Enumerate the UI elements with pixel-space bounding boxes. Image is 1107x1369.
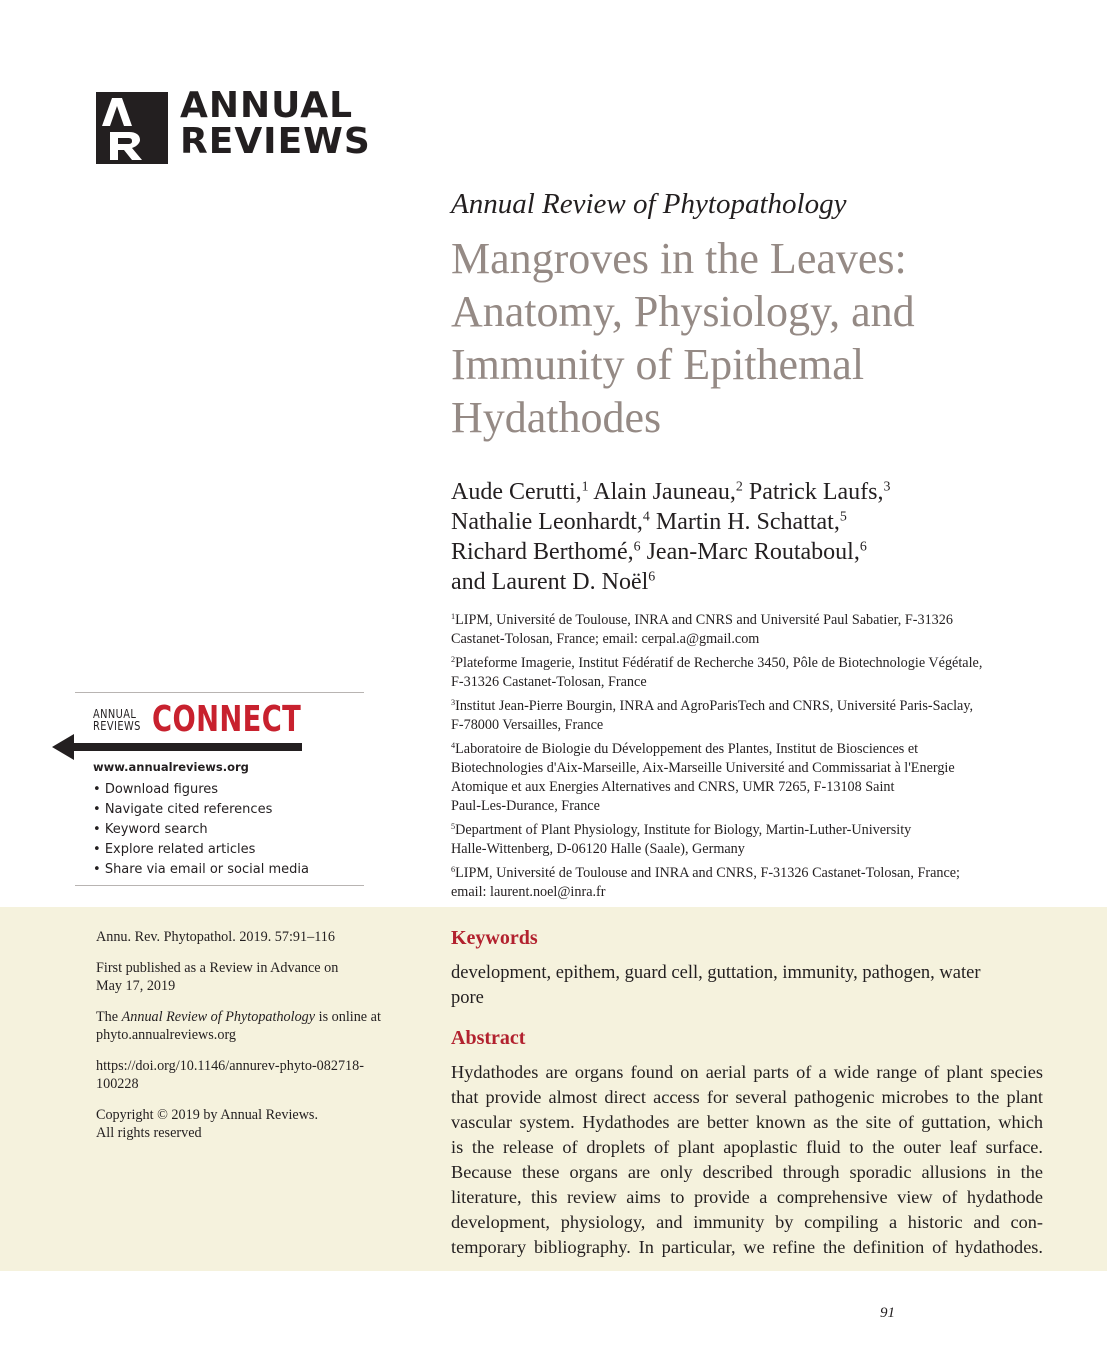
abstract-line: Because these organs are only described through sporadic allusions in the bbox=[451, 1162, 1043, 1182]
affiliation-number: 2 bbox=[451, 654, 456, 664]
affiliation-text: Paul-Les-Durance, France bbox=[451, 798, 600, 814]
affiliation-text: F-78000 Versailles, France bbox=[451, 717, 604, 733]
keywords-text: development, epithem, guard cell, guttation, immunity, pathogen, water pore bbox=[451, 963, 981, 1008]
divider bbox=[75, 885, 364, 886]
abstract-line: is the release of droplets of plant apoplastic fluid to the outer leaf surface. bbox=[451, 1137, 1043, 1157]
affiliation-text: Castanet-Tolosan, France; email: cerpal.a@gmail.com bbox=[451, 631, 760, 647]
author-line bbox=[451, 567, 1071, 597]
author-name: and Laurent D. Noël bbox=[451, 569, 649, 595]
author-name: Alain Jauneau, bbox=[588, 479, 736, 505]
title-line: Hydathodes bbox=[451, 393, 662, 442]
affiliation-marker: 6 bbox=[648, 569, 656, 585]
author-line bbox=[451, 507, 1071, 537]
article-title bbox=[451, 232, 1011, 444]
affiliation-text: Halle-Wittenberg, D-06120 Halle (Saale), Germany bbox=[451, 841, 745, 857]
affiliation-6 bbox=[451, 864, 1051, 902]
article-meta bbox=[96, 928, 406, 1155]
list-item: • Navigate cited references bbox=[93, 800, 309, 820]
connect-feature-list bbox=[93, 780, 309, 880]
title-line: Immunity of Epithemal bbox=[451, 340, 865, 389]
affiliation-marker: 6 bbox=[633, 539, 641, 555]
affiliation-text: LIPM, Université de Toulouse, INRA and CNRS and Université Paul Sabatier, F-31326 bbox=[455, 612, 953, 628]
affiliation-text: email: laurent.noel@inra.fr bbox=[451, 884, 606, 900]
list-item: • Share via email or social media bbox=[93, 860, 309, 880]
affiliation-number: 3 bbox=[451, 697, 456, 707]
doi-link[interactable]: https://doi.org/10.1146/annurev-phyto-082718- 100228 bbox=[96, 1058, 364, 1092]
affiliation-marker: 2 bbox=[735, 479, 743, 495]
published-date: First published as a Review in Advance on May 17, 2019 bbox=[96, 960, 339, 994]
affiliation-number: 4 bbox=[451, 740, 456, 750]
divider bbox=[75, 692, 364, 693]
logo-word-reviews: REVIEWS bbox=[180, 121, 371, 162]
affiliation-text: Atomique et aux Energies Alternatives and CNRS, UMR 7265, F-13108 Saint bbox=[451, 779, 895, 795]
affiliation-text: Laboratoire de Biologie du Développement des Plantes, Institut de Biosciences et bbox=[455, 741, 919, 757]
abstract-line: development, physiology, and immunity by compiling a historic and con- bbox=[451, 1212, 1043, 1232]
keywords-heading: Keywords bbox=[451, 927, 538, 949]
affiliation-marker: 5 bbox=[839, 509, 847, 525]
affiliation-number: 6 bbox=[451, 864, 456, 874]
ar-monogram-icon bbox=[96, 92, 168, 164]
affiliation-3 bbox=[451, 697, 1051, 735]
journal-name: Annual Review of Phytopathology bbox=[451, 188, 847, 220]
title-line: Anatomy, Physiology, and bbox=[451, 287, 915, 336]
list-item: • Explore related articles bbox=[93, 840, 309, 860]
online-location: The Annual Review of Phytopathology is online at phyto.annualreviews.org bbox=[96, 1008, 406, 1044]
affiliation-text: LIPM, Université de Toulouse and INRA and CNRS, F-31326 Castanet-Tolosan, France; bbox=[455, 865, 961, 881]
author-line bbox=[451, 477, 1071, 507]
affiliation-marker: 6 bbox=[859, 539, 867, 555]
list-item: • Keyword search bbox=[93, 820, 309, 840]
connect-url[interactable]: www.annualreviews.org bbox=[93, 760, 249, 774]
affiliation-marker: 3 bbox=[883, 479, 891, 495]
affiliation-5 bbox=[451, 821, 1051, 859]
author-name: Nathalie Leonhardt, bbox=[451, 509, 643, 535]
title-line: Mangroves in the Leaves: bbox=[451, 234, 907, 283]
author-line bbox=[451, 537, 1071, 567]
affiliation-number: 1 bbox=[451, 611, 456, 621]
author-name: Aude Cerutti, bbox=[451, 479, 582, 505]
abstract-line: that provide almost direct access for several pathogenic microbes to the plant bbox=[451, 1087, 1043, 1107]
abstract-line: vascular system. Hydathodes are better known as the site of guttation, which bbox=[451, 1112, 1043, 1132]
annual-reviews-connect-box bbox=[52, 692, 312, 887]
page-number: 91 bbox=[880, 1305, 895, 1321]
affiliation-text: Plateforme Imagerie, Institut Fédératif de Recherche 3450, Pôle de Biotechnologie Végétale, bbox=[455, 655, 983, 671]
affiliation-marker: 4 bbox=[642, 509, 650, 525]
abstract-line: Hydathodes are organs found on aerial parts of a wide range of plant species bbox=[451, 1062, 1043, 1082]
author-name: Patrick Laufs, bbox=[742, 479, 884, 505]
affiliation-text: Biotechnologies d'Aix-Marseille, Aix-Marseille Université and Commissariat à l'Energie bbox=[451, 760, 955, 776]
affiliation-number: 5 bbox=[451, 821, 456, 831]
abstract-heading: Abstract bbox=[451, 1027, 526, 1049]
online-url[interactable]: phyto.annualreviews.org bbox=[96, 1027, 237, 1043]
affiliation-text: Institut Jean-Pierre Bourgin, INRA and AgroParisTech and CNRS, Université Paris-Saclay, bbox=[455, 698, 974, 714]
affiliation-text: Department of Plant Physiology, Institute for Biology, Martin-Luther-University bbox=[455, 822, 912, 838]
affiliations bbox=[451, 611, 1051, 907]
connect-brand: ANNUAL REVIEWS bbox=[93, 707, 141, 733]
affiliation-4 bbox=[451, 740, 1051, 816]
affiliation-1 bbox=[451, 611, 1051, 649]
logo-word-annual: ANNUAL bbox=[180, 85, 354, 126]
copyright: Copyright © 2019 by Annual Reviews. All rights reserved bbox=[96, 1107, 319, 1141]
arrow-left-icon bbox=[52, 730, 302, 764]
connect-wordmark: CONNECT bbox=[152, 699, 302, 740]
affiliation-text: F-31326 Castanet-Tolosan, France bbox=[451, 674, 647, 690]
affiliation-marker: 1 bbox=[581, 479, 589, 495]
logo-wordmark bbox=[180, 85, 371, 162]
author-list bbox=[451, 477, 1071, 597]
abstract-text bbox=[451, 1060, 1043, 1260]
abstract-line: temporary bibliography. In particular, we refine the definition of hydathodes. bbox=[451, 1237, 1043, 1257]
author-name: Martin H. Schattat, bbox=[649, 509, 840, 535]
citation: Annu. Rev. Phytopathol. 2019. 57:91–116 bbox=[96, 929, 335, 945]
annual-reviews-logo bbox=[96, 85, 386, 166]
author-name: Jean-Marc Routaboul, bbox=[640, 539, 860, 565]
affiliation-2 bbox=[451, 654, 1051, 692]
abstract-line: literature, this review aims to provide a comprehensive view of hydathode bbox=[451, 1187, 1043, 1207]
author-name: Richard Berthomé, bbox=[451, 539, 634, 565]
list-item: • Download figures bbox=[93, 780, 309, 800]
